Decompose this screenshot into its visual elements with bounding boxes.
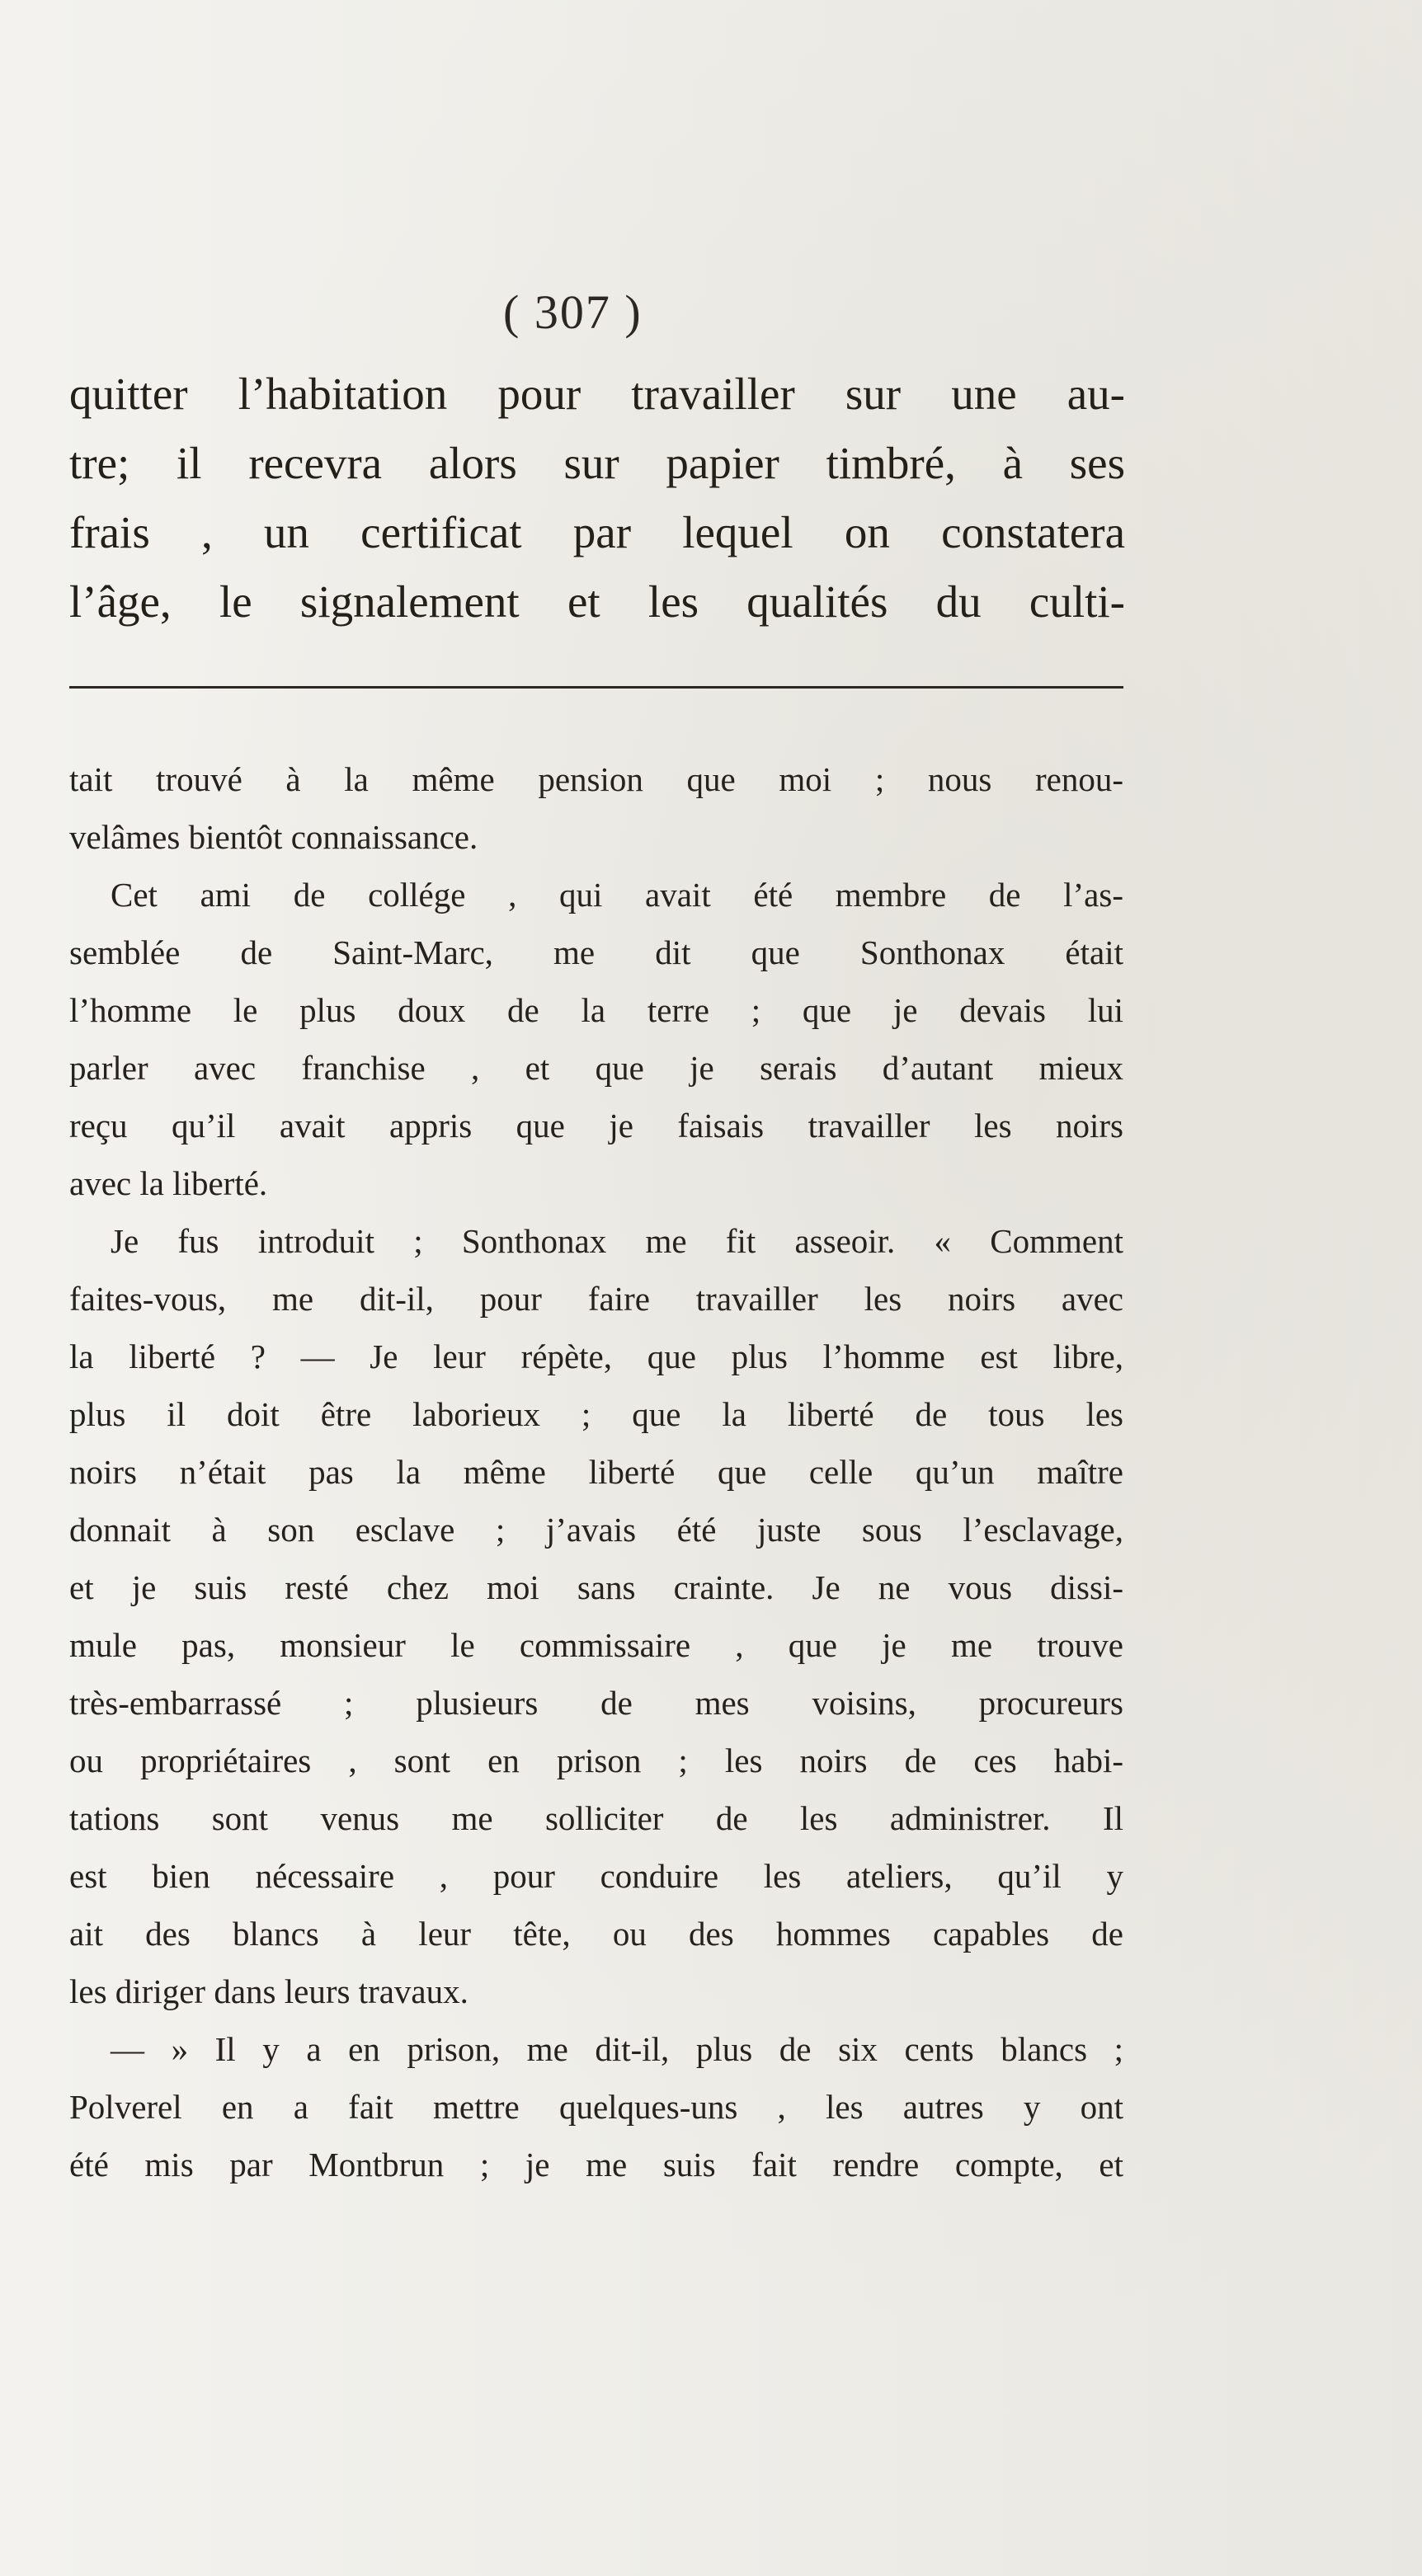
footnote-line: ou propriétaires , sont en prison ; les noirs de ces habi-: [69, 1742, 1123, 1779]
footnote-line: la liberté ? — Je leur répète, que plus l’homme est libre,: [69, 1337, 1123, 1375]
footnote-line: avec la liberté.: [69, 1164, 268, 1202]
footnote-line: l’homme le plus doux de la terre ; que je devais lui: [69, 991, 1123, 1029]
main-text-block: [69, 360, 1125, 637]
footnote-line: semblée de Saint-Marc, me dit que Sonthonax était: [69, 933, 1123, 971]
footnote-line: Cet ami de collége , qui avait été membre de l’as-: [111, 876, 1123, 914]
footnote-divider: [69, 686, 1123, 689]
footnote-line: est bien nécessaire , pour conduire les ateliers, qu’il y: [69, 1857, 1123, 1895]
footnote-line: faites-vous, me dit-il, pour faire travailler les noirs avec: [69, 1280, 1123, 1318]
footnote-line: Polverel en a fait mettre quelques-uns , les autres y ont: [69, 2088, 1123, 2126]
footnote-line: et je suis resté chez moi sans crainte. Je ne vous dissi-: [69, 1568, 1123, 1606]
footnote-line: tait trouvé à la même pension que moi ; nous renou-: [69, 760, 1123, 798]
footnote-line: les diriger dans leurs travaux.: [69, 1972, 469, 2010]
main-text-line: tre; il recevra alors sur papier timbré, à ses: [69, 438, 1125, 488]
footnote-line: noirs n’était pas la même liberté que celle qu’un maître: [69, 1453, 1123, 1491]
main-text-line: quitter l’habitation pour travailler sur une au-: [69, 369, 1125, 419]
footnote-line: reçu qu’il avait appris que je faisais travailler les noirs: [69, 1107, 1123, 1145]
footnote-line: très-embarrassé ; plusieurs de mes voisins, procureurs: [69, 1684, 1123, 1722]
footnote-line: donnait à son esclave ; j’avais été juste sous l’esclavage,: [69, 1511, 1123, 1549]
main-text-line: frais , un certificat par lequel on constatera: [69, 507, 1125, 557]
footnote-line: ait des blancs à leur tête, ou des hommes capables de: [69, 1915, 1123, 1953]
footnote-line: plus il doit être laborieux ; que la liberté de tous les: [69, 1395, 1123, 1433]
footnote-line: mule pas, monsieur le commissaire , que je me trouve: [69, 1626, 1123, 1664]
footnote-line: velâmes bientôt connaissance.: [69, 818, 478, 856]
footnote-block: [69, 750, 1123, 2193]
footnote-line: été mis par Montbrun ; je me suis fait rendre compte, et: [69, 2146, 1123, 2183]
page-number: ( 307 ): [503, 285, 643, 339]
footnote-line: — » Il y a en prison, me dit-il, plus de six cents blancs ;: [111, 2030, 1123, 2068]
footnote-line: tations sont venus me solliciter de les administrer. Il: [69, 1799, 1123, 1837]
footnote-line: Je fus introduit ; Sonthonax me fit asseoir. « Comment: [111, 1222, 1123, 1260]
footnote-line: parler avec franchise , et que je serais d’autant mieux: [69, 1049, 1123, 1087]
main-text-line: l’âge, le signalement et les qualités du culti-: [69, 576, 1125, 627]
